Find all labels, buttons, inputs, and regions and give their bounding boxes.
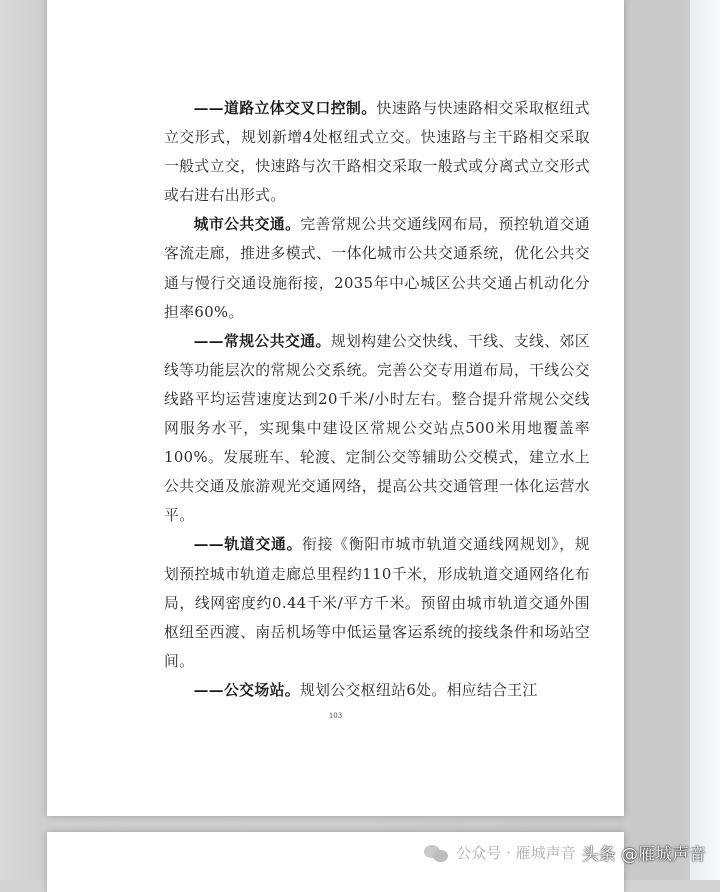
watermark-main-text: 头条 @雁城声音 (581, 845, 706, 865)
paragraph-heading: 城市公共交通。 (193, 216, 301, 234)
paragraph (164, 210, 590, 326)
paragraph (164, 676, 590, 705)
page-number: 103 (328, 712, 343, 720)
paragraph-body: 规划构建公交快线、干线、支线、郊区线等功能层次的常规公交系统。完善公交专用道布局，干线公交线路平均运营速度达到20千米/小时左右。整合提升常规公交线网服务水平，实现集中建设区常规公交站点500米用地覆盖率100%。发展班车、轮渡、定制公交等辅助公交模式，建立水上公共交通及旅游观光交通网络，提高公共交通管理一体化运营水平。 (164, 332, 590, 525)
paragraph-heading: ——道路立体交叉口控制。 (193, 100, 377, 117)
paragraph (164, 94, 590, 210)
paragraph-body: 规划公交枢纽站6处。相应结合王江 (299, 681, 538, 699)
paragraph-body: 快速路与快速路相交采取枢纽式立交形式，规划新增4处枢纽式立交。快速路与主干路相交采取一般式立交，快速路与次干路相交采取一般式或分离式立交形式或右进右出形式。 (164, 100, 590, 205)
paragraph (164, 327, 590, 531)
paragraph-heading: ——轨道交通。 (193, 536, 303, 554)
page-content (164, 94, 590, 705)
scrollbar[interactable] (690, 0, 720, 880)
wechat-icon (424, 843, 450, 863)
document-page (47, 0, 624, 816)
watermark (424, 840, 706, 865)
paragraph-heading: ——公交场站。 (193, 681, 300, 699)
paragraph (164, 530, 590, 675)
paragraph-body: 衔接《衡阳市城市轨道交通线网规划》，规划预控城市轨道走廊总里程约110千米，形成轨道交通网络化布局，线网密度约0.44千米/平方千米。预留由城市轨道交通外围枢纽至西渡、南岳机场等中低运量客运系统的接线条件和场站空间。 (164, 536, 590, 670)
watermark-faded-text: 公众号 · 雁城声音 (456, 844, 576, 862)
paragraph-body: 完善常规公共交通线网布局，预控轨道交通客流走廊，推进多模式、一体化城市公共交通系统，优化公共交通与慢行交通设施衔接，2035年中心城区公共交通占机动化分担率60%。 (164, 216, 590, 321)
paragraph-heading: ——常规公共交通。 (193, 332, 331, 350)
